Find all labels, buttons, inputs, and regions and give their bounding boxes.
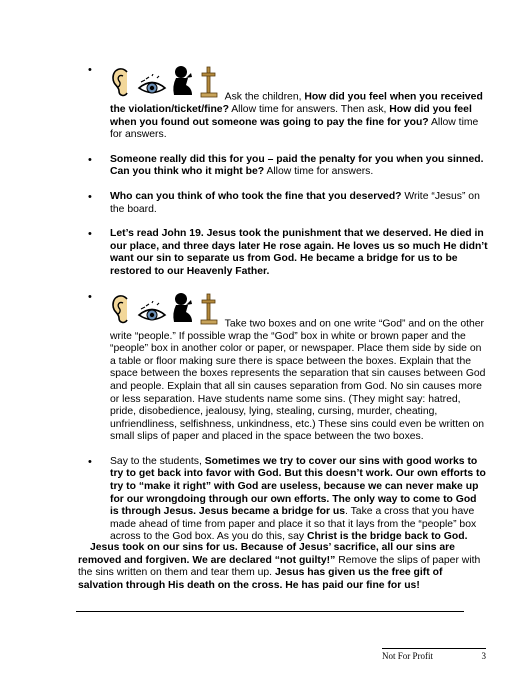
closing-paragraph: Jesus took on our sins for us. Because of Jesus’ sacrifice, all our sins are removed and forgiven. We are declared “not guilty!” Remove the slips of paper with the sins written on them and tear them up. Jesus has given us the free gift of salvation through His death on the cross. He has paid our fine for us! — [78, 542, 481, 591]
page-number: 3 — [481, 651, 486, 661]
list-item: • Say to the students, Sometimes we try to cover our sins with good works to try to get back into favor with God. But this doesn’t work. Our own efforts to try to “make it right” with God are useless, because we can never make up for our wrongdoing through our own efforts. The only way to come to God is through Jesus. Jesus became a bridge for us. Take a cross that you have made ahead of time from paper and place it so that it lays from the “people” box across to the God box. As you do this, say Christ is the bridge back to God. — [88, 455, 486, 543]
list-item: • Someone really did this for you – paid the penalty for you when you sinned. Can you think who it might be? Allow time for answers. — [88, 153, 484, 178]
bullet-dot: • — [88, 64, 92, 76]
list-item: • Let’s read John 19. Jesus took the punishment that we deserved. He died in our place, and three days later He rose again. He loves us so much He didn’t want our sin to separate us from God. He became a bridge for us to be restored to our Heavenly Father. — [88, 228, 488, 277]
divider-line — [76, 611, 464, 612]
bullet-dot: • — [88, 455, 92, 468]
bullet-dot: • — [88, 153, 92, 166]
cross-icon — [199, 291, 219, 325]
activity-icons — [110, 64, 219, 104]
bullet-dot: • — [88, 228, 92, 241]
eye-icon — [137, 301, 167, 325]
praying-child-icon — [170, 64, 196, 98]
bullet-dot: • — [88, 290, 92, 303]
list-item: • Who can you think of who took the fine that you deserved? Write “Jesus” on the board. — [88, 190, 480, 215]
praying-child-icon — [170, 291, 196, 325]
list-item: • Ask the children, How did you feel when you received the violation/ticket/fine? Allow time for answers. Then ask, How did you feel when you found out someone was going to pay the fine for you? Allow time for answers. — [88, 64, 483, 141]
cross-icon — [199, 64, 219, 98]
ear-icon — [110, 66, 134, 98]
list-item: • Take two boxes and on one write “God” and on the other write “people.” If possible wrap the “God” box in white or brown paper and the “people” box in another color or paper, or newspaper. Place them side by side on a table or floor making sure there is space between the boxes. Explain that the space between the boxes represents the separation that sin causes between God and people. Explain that all sin causes separation from God. No sin causes more or less separation. Have students name some sins. (They might say: hatred, pride, disobedience, jealousy, lying, stealing, cursing, murder, cheating, unfriendliness, selfishness, unkindness, etc.) These sins could even be written on small slips of paper and placed in the space between the two boxes. — [88, 290, 486, 443]
activity-icons — [110, 291, 219, 331]
footer-label: Not For Profit — [382, 651, 434, 661]
page-footer — [382, 648, 486, 663]
eye-icon — [137, 74, 167, 98]
ear-icon — [110, 293, 134, 325]
bullet-dot: • — [88, 190, 92, 203]
bullet-list — [88, 64, 488, 556]
